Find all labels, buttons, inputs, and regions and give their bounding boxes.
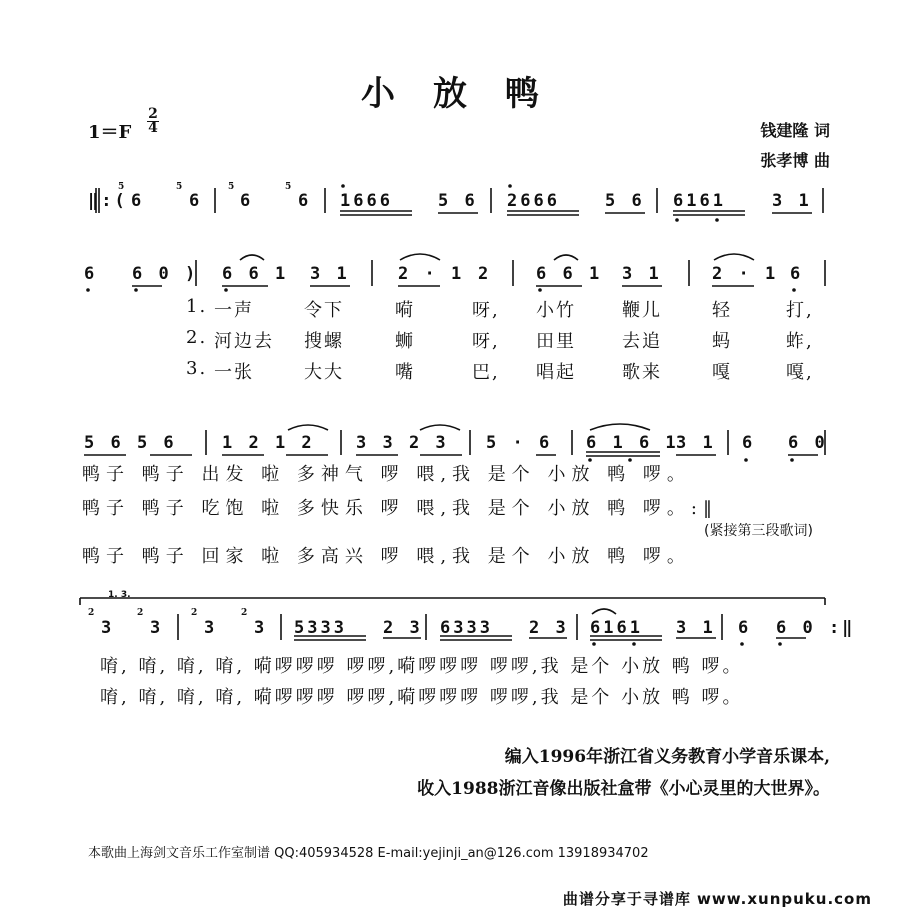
note: 6: [742, 433, 756, 453]
note-group: 3 1: [622, 264, 662, 284]
lyric: 蚂: [712, 331, 732, 352]
lyric: 呀,: [472, 300, 500, 321]
time-signature: [147, 108, 159, 135]
lyric: 小竹: [536, 300, 576, 321]
note: 2: [478, 264, 492, 284]
verse-3-num: 3.: [186, 358, 208, 379]
lyric: 呀,: [472, 331, 500, 352]
volta-label: 1. 3.: [108, 590, 131, 600]
lyric: 去追: [622, 331, 662, 352]
grace-note: 5: [228, 182, 235, 192]
note-group: 3 1: [676, 433, 716, 453]
verse-2-num: 2.: [186, 327, 208, 348]
composer-credit: 张孝博 曲: [760, 151, 830, 170]
time-signature-top: 2: [148, 106, 158, 122]
key-signature: 1＝F: [88, 122, 132, 143]
note-group: 6 6 1: [222, 264, 289, 284]
note-group: 5 6 5 6: [84, 433, 177, 453]
final-lyric-1: 唷, 唷, 唷, 唷, 嗬啰啰啰 啰啰,嗬啰啰啰 啰啰,我 是个 小放 鸭 啰。: [100, 656, 744, 677]
repeat-open: ‖:(: [88, 191, 128, 211]
lyric: 鞭儿: [622, 300, 662, 321]
note: 3: [101, 618, 115, 638]
lyric: 蛳: [395, 331, 415, 352]
lyricist-credit: 钱建隆 词: [760, 121, 830, 140]
time-signature-bottom: 4: [148, 120, 158, 136]
note-group: 6 0: [788, 433, 828, 453]
note-group: 2 · 1: [712, 264, 779, 284]
song-title: 小放鸭: [361, 74, 577, 114]
verse-1-num: 1.: [186, 296, 208, 317]
note-group: 6161: [590, 618, 643, 638]
lyric: 巴,: [472, 362, 500, 383]
note-group: 1 2 1 2: [222, 433, 315, 453]
lyric: 河边去: [214, 331, 274, 352]
note: 3: [254, 618, 268, 638]
grace-note: 5: [176, 182, 183, 192]
grace-note: 2: [88, 608, 95, 618]
note-group: 6 0 :‖: [776, 618, 856, 638]
grace-note: 2: [137, 608, 144, 618]
note: 3: [150, 618, 164, 638]
note-group: 5 6: [438, 191, 478, 211]
grace-note: 2: [241, 608, 248, 618]
lyric: 令下: [304, 300, 344, 321]
lyric: 嘴: [395, 362, 415, 383]
site-watermark: 曲谱分享于寻谱库 www.xunpuku.com: [562, 890, 872, 908]
note: 6: [738, 618, 752, 638]
lyric: 唱起: [536, 362, 576, 383]
note-group: 3 1: [676, 618, 716, 638]
lyric: 轻: [712, 300, 732, 321]
note-group: 6 0 ): [132, 264, 199, 284]
note-group: 1666: [340, 191, 393, 211]
footer-credit: 本歌曲上海剑文音乐工作室制谱 QQ:405934528 E-mail:yejinji_an@126.com 13918934702: [88, 846, 649, 861]
note-group: 3 3 2 3: [356, 433, 449, 453]
note: 6: [189, 191, 203, 211]
note: 6: [298, 191, 312, 211]
note: 6: [131, 191, 145, 211]
note: 6: [790, 264, 804, 284]
lyric: 打,: [786, 300, 814, 321]
note-group: 2666: [507, 191, 560, 211]
note-group: 3 1: [772, 191, 812, 211]
continue-note: (紧接第三段歌词): [704, 523, 813, 539]
note: 6: [84, 264, 98, 284]
chorus-line-2: 鸭子 鸭子 吃饱 啦 多快乐 啰 喂,我 是个 小放 鸭 啰。:‖: [82, 498, 719, 519]
lyric: 大大: [304, 362, 344, 383]
note-group: 6161: [673, 191, 726, 211]
note-group: 5333: [294, 618, 347, 638]
note-group: 6333: [440, 618, 493, 638]
note-group: 6 1 6 1: [586, 433, 679, 453]
grace-note: 2: [191, 608, 198, 618]
chorus-line-3: 鸭子 鸭子 回家 啦 多高兴 啰 喂,我 是个 小放 鸭 啰。: [82, 546, 691, 567]
note-group: 3 1: [310, 264, 350, 284]
publication-line-2: 收入1988浙江音像出版社盒带《小心灵里的大世界》。: [417, 779, 830, 799]
grace-note: 5: [285, 182, 292, 192]
lyric: 嘎,: [786, 362, 814, 383]
note-group: 5 · 6: [486, 433, 553, 453]
lyric: 搜螺: [304, 331, 344, 352]
chorus-line-1: 鸭子 鸭子 出发 啦 多神气 啰 喂,我 是个 小放 鸭 啰。: [82, 464, 691, 485]
note-group: 5 6: [605, 191, 645, 211]
note-group: 2 · 1: [398, 264, 465, 284]
publication-line-1: 编入1996年浙江省义务教育小学音乐课本,: [504, 747, 830, 767]
final-lyric-2: 唷, 唷, 唷, 唷, 嗬啰啰啰 啰啰,嗬啰啰啰 啰啰,我 是个 小放 鸭 啰。: [100, 687, 744, 708]
lyric: 一张: [214, 362, 254, 383]
note: 3: [204, 618, 218, 638]
lyric: 嗬: [395, 300, 415, 321]
lyric: 蚱,: [786, 331, 814, 352]
lyric: 一声: [214, 300, 254, 321]
note-group: 2 3: [529, 618, 569, 638]
lyric: 歌来: [622, 362, 662, 383]
grace-note: 5: [118, 182, 125, 192]
note-group: 2 3: [383, 618, 423, 638]
lyric: 田里: [536, 331, 576, 352]
note-group: 6 6 1: [536, 264, 603, 284]
note: 6: [240, 191, 254, 211]
lyric: 嘎: [712, 362, 732, 383]
